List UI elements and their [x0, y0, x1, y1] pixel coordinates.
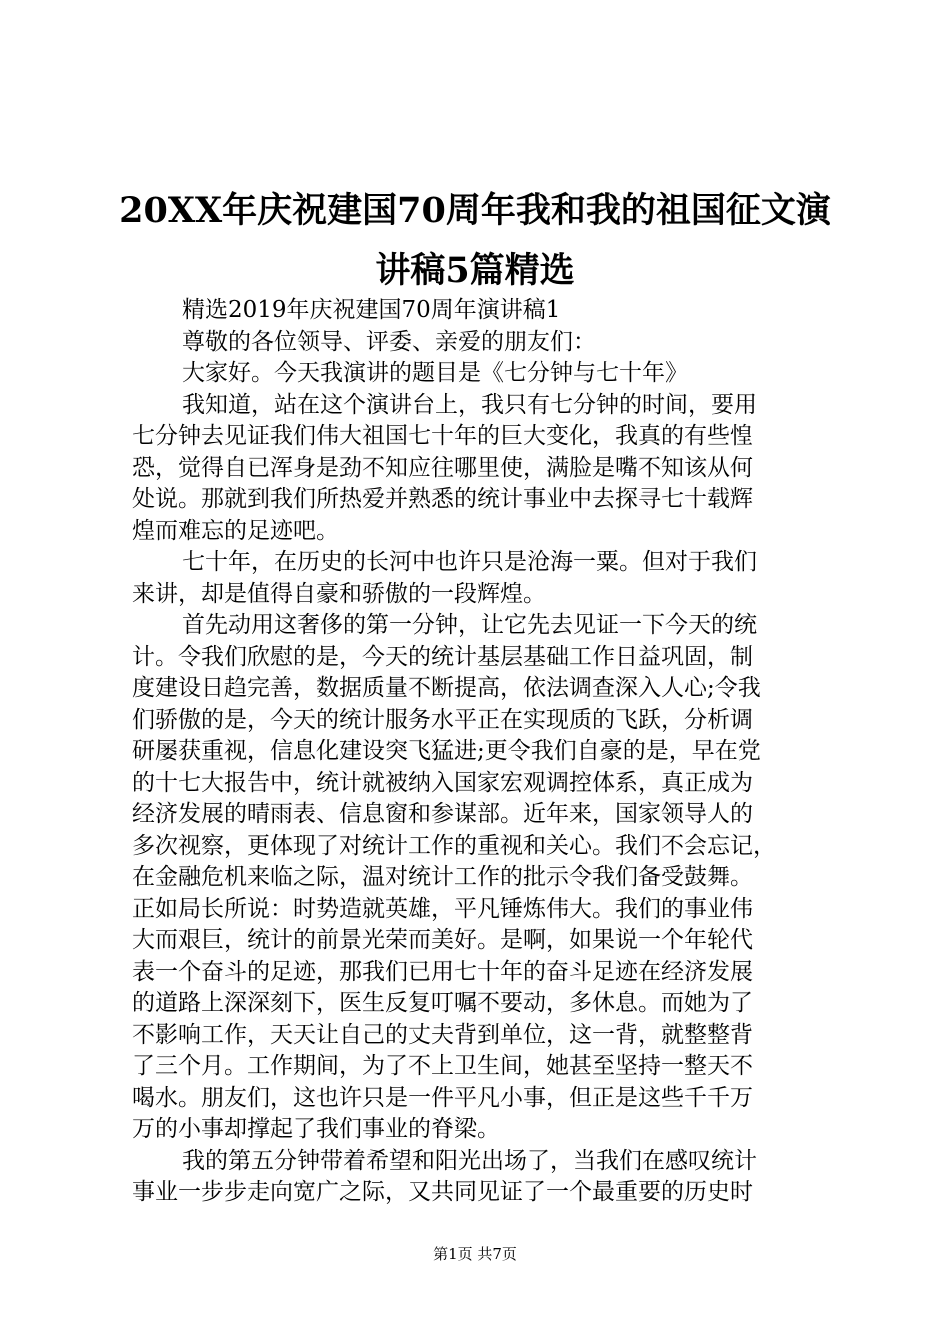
text-line: 多次视察，更体现了对统计工作的重视和关心。我们不会忘记，: [132, 832, 776, 859]
text-line: 的十七大报告中，统计就被纳入国家宏观调控体系，真正成为: [132, 769, 753, 796]
text-line: 度建设日趋完善，数据质量不断提高，依法调查深入人心;令我: [132, 675, 761, 701]
paragraph-3: [132, 610, 832, 1146]
document-title: [100, 181, 850, 301]
text-line: 煌而难忘的足迹吧。: [132, 517, 339, 544]
text-line: 喝水。朋友们，这也许只是一件平凡小事，但正是这些千千万: [132, 1084, 753, 1111]
text-line: 在金融危机来临之际，温对统计工作的批示令我们备受鼓舞。: [132, 864, 753, 890]
document-body: [132, 295, 832, 1209]
text-line: 七分钟去见证我们伟大祖国七十年的巨大变化，我真的有些惶: [132, 423, 753, 449]
text-line: 不影响工作，天天让自己的丈夫背到单位，这一背，就整整背: [132, 1021, 753, 1048]
speech-subtitle: 精选2019年庆祝建国70周年演讲稿1: [182, 297, 561, 323]
text-line: 经济发展的晴雨表、信息窗和参谋部。近年来，国家领导人的: [132, 801, 753, 827]
text-line: 了三个月。工作期间，为了不上卫生间，她甚至坚持一整天不: [132, 1053, 753, 1079]
text-line: 万的小事却撑起了我们事业的脊梁。: [132, 1116, 500, 1142]
paragraph-4: [132, 1146, 832, 1209]
text-line: 我的第五分钟带着希望和阳光出场了，当我们在感叹统计: [182, 1147, 757, 1174]
text-line: 表一个奋斗的足迹，那我们已用七十年的奋斗足迹在经济发展: [132, 958, 753, 985]
salutation: 尊敬的各位领导、评委、亲爱的朋友们：: [182, 328, 596, 355]
paragraph-1: [132, 390, 832, 548]
text-line: 七十年，在历史的长河中也许只是沧海一粟。但对于我们: [182, 549, 757, 575]
text-line: 恐，觉得自已浑身是劲不知应往哪里使，满脸是嘴不知该从何: [132, 454, 753, 481]
text-line: 来讲，却是值得自豪和骄傲的一段辉煌。: [132, 580, 546, 607]
page-footer: 第1页 共7页: [433, 1245, 517, 1263]
title-line-2: 讲稿5篇精选: [375, 250, 575, 291]
text-line: 计。令我们欣慰的是，今天的统计基层基础工作日益巩固，制: [132, 643, 753, 670]
text-line: 们骄傲的是，今天的统计服务水平正在实现质的飞跃，分析调: [132, 706, 753, 733]
text-line: 正如局长所说：时势造就英雄，平凡锤炼伟大。我们的事业伟: [132, 895, 753, 922]
greeting: 大家好。今天我演讲的题目是《七分钟与七十年》: [182, 360, 688, 386]
paragraph-2: [132, 547, 832, 610]
text-line: 首先动用这奢侈的第一分钟，让它先去见证一下今天的统: [182, 612, 757, 638]
text-line: 大而艰巨，统计的前景光荣而美好。是啊，如果说一个年轮代: [132, 927, 753, 953]
text-line: 的道路上深深刻下，医生反复叮嘱不要动，多休息。而她为了: [132, 990, 753, 1016]
text-line: 处说。那就到我们所热爱并熟悉的统计事业中去探寻七十载辉: [132, 486, 753, 512]
text-line: 事业一步步走向宽广之际，又共同见证了一个最重要的历史时: [132, 1179, 753, 1205]
title-line-1: 20XX年庆祝建国70周年我和我的祖国征文演: [119, 190, 831, 231]
text-line: 研屡获重视，信息化建设突飞猛进;更令我们自豪的是，早在党: [132, 738, 761, 764]
text-line: 我知道，站在这个演讲台上，我只有七分钟的时间，要用: [182, 391, 757, 418]
